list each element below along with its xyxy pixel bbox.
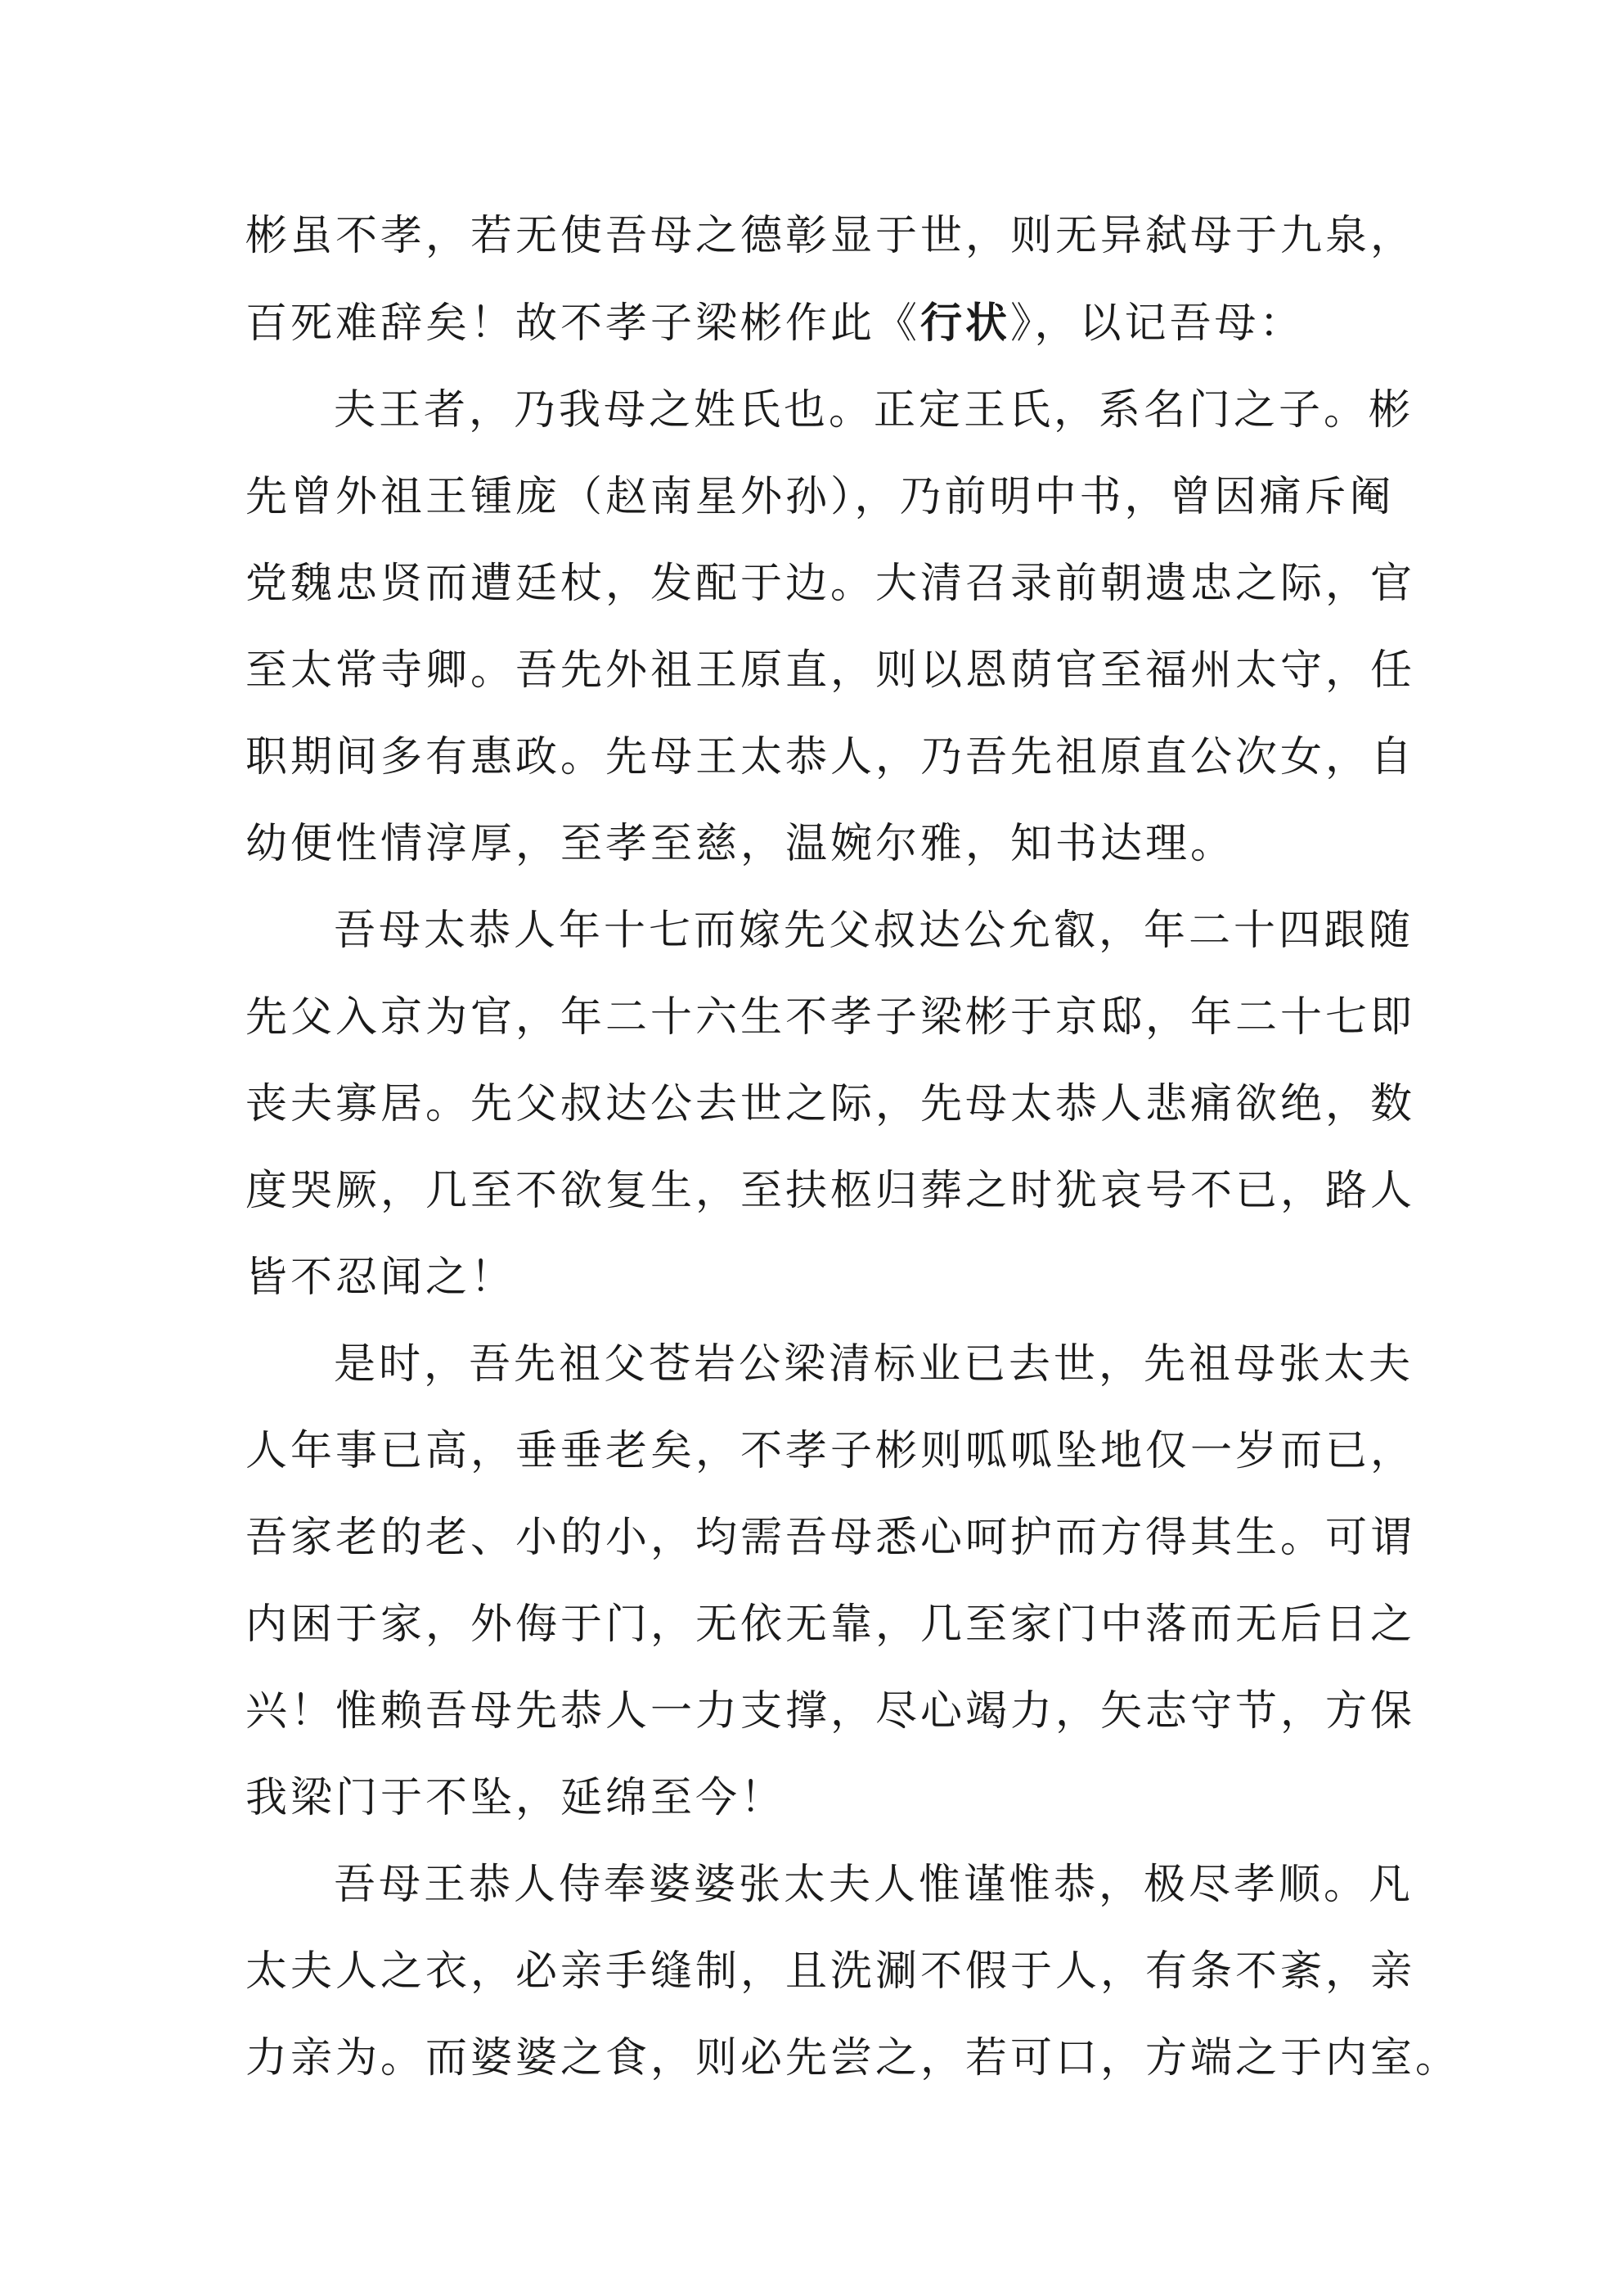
text-line: 丧夫寡居。先父叔达公去世之际，先母太恭人悲痛欲绝，数	[245, 1080, 1416, 1128]
text-line: 党魏忠贤而遭廷杖，发配于边。大清召录前朝遗忠之际，官	[245, 560, 1416, 608]
text-line: 度哭厥，几至不欲复生，至扶柩归葬之时犹哀号不已，路人	[245, 1167, 1416, 1215]
text-line: 彬虽不孝，若无使吾母之德彰显于世，则无异弑母于九泉，	[245, 212, 1416, 260]
text-line: 人年事已高，垂垂老矣，不孝子彬则呱呱坠地仅一岁而已，	[245, 1427, 1416, 1475]
text-line: 职期间多有惠政。先母王太恭人，乃吾先祖原直公次女，自	[245, 733, 1416, 781]
text-line: 太夫人之衣，必亲手缝制，且洗涮不假于人，有条不紊，亲	[245, 1947, 1416, 1996]
paragraph	[245, 193, 1416, 367]
text-line: 夫王者，乃我母之姓氏也。正定王氏，系名门之子。彬	[334, 386, 1414, 434]
text-line: 至太常寺卿。吾先外祖王原直，则以恩荫官至福州太守，任	[245, 646, 1416, 695]
text-line: 吾母王恭人侍奉婆婆张太夫人惟谨惟恭，极尽孝顺。凡	[334, 1861, 1414, 1909]
paragraph	[245, 1321, 1416, 1842]
text-line: 吾母太恭人年十七而嫁先父叔达公允叡，年二十四跟随	[334, 907, 1414, 955]
document-body	[245, 193, 1461, 2102]
paragraph	[245, 888, 1416, 1321]
text-line: 幼便性情淳厚，至孝至慈，温婉尔雅，知书达理。	[245, 820, 1236, 868]
text-line: 皆不忍闻之！	[245, 1254, 516, 1302]
text-line: 兴！惟赖吾母先恭人一力支撑，尽心竭力，矢志守节，方保	[245, 1687, 1416, 1736]
text-line: 我梁门于不坠，延绵至今！	[245, 1774, 786, 1822]
text-line: 力亲为。而婆婆之食，则必先尝之，若可口，方端之于内室。	[245, 2034, 1461, 2082]
paragraph	[245, 367, 1416, 888]
paragraph	[245, 1842, 1461, 2102]
text-line: 先曾外祖王锺庞（赵南星外孙），乃前明中书，曾因痛斥阉	[245, 473, 1395, 521]
text-line: 百死难辞矣！故不孝子梁彬作此《行状》，以记吾母：	[245, 299, 1305, 348]
text-line: 吾家老的老、小的小，均需吾母悉心呵护而方得其生。可谓	[245, 1514, 1416, 1562]
work-title: 行状	[920, 299, 1011, 348]
text-line: 先父入京为官，年二十六生不孝子梁彬于京邸，年二十七即	[245, 993, 1416, 1042]
text-line: 是时，吾先祖父苍岩公梁清标业已去世，先祖母张太夫	[334, 1340, 1414, 1389]
text-line: 内困于家，外侮于门，无依无靠，几至家门中落而无后日之	[245, 1600, 1416, 1649]
